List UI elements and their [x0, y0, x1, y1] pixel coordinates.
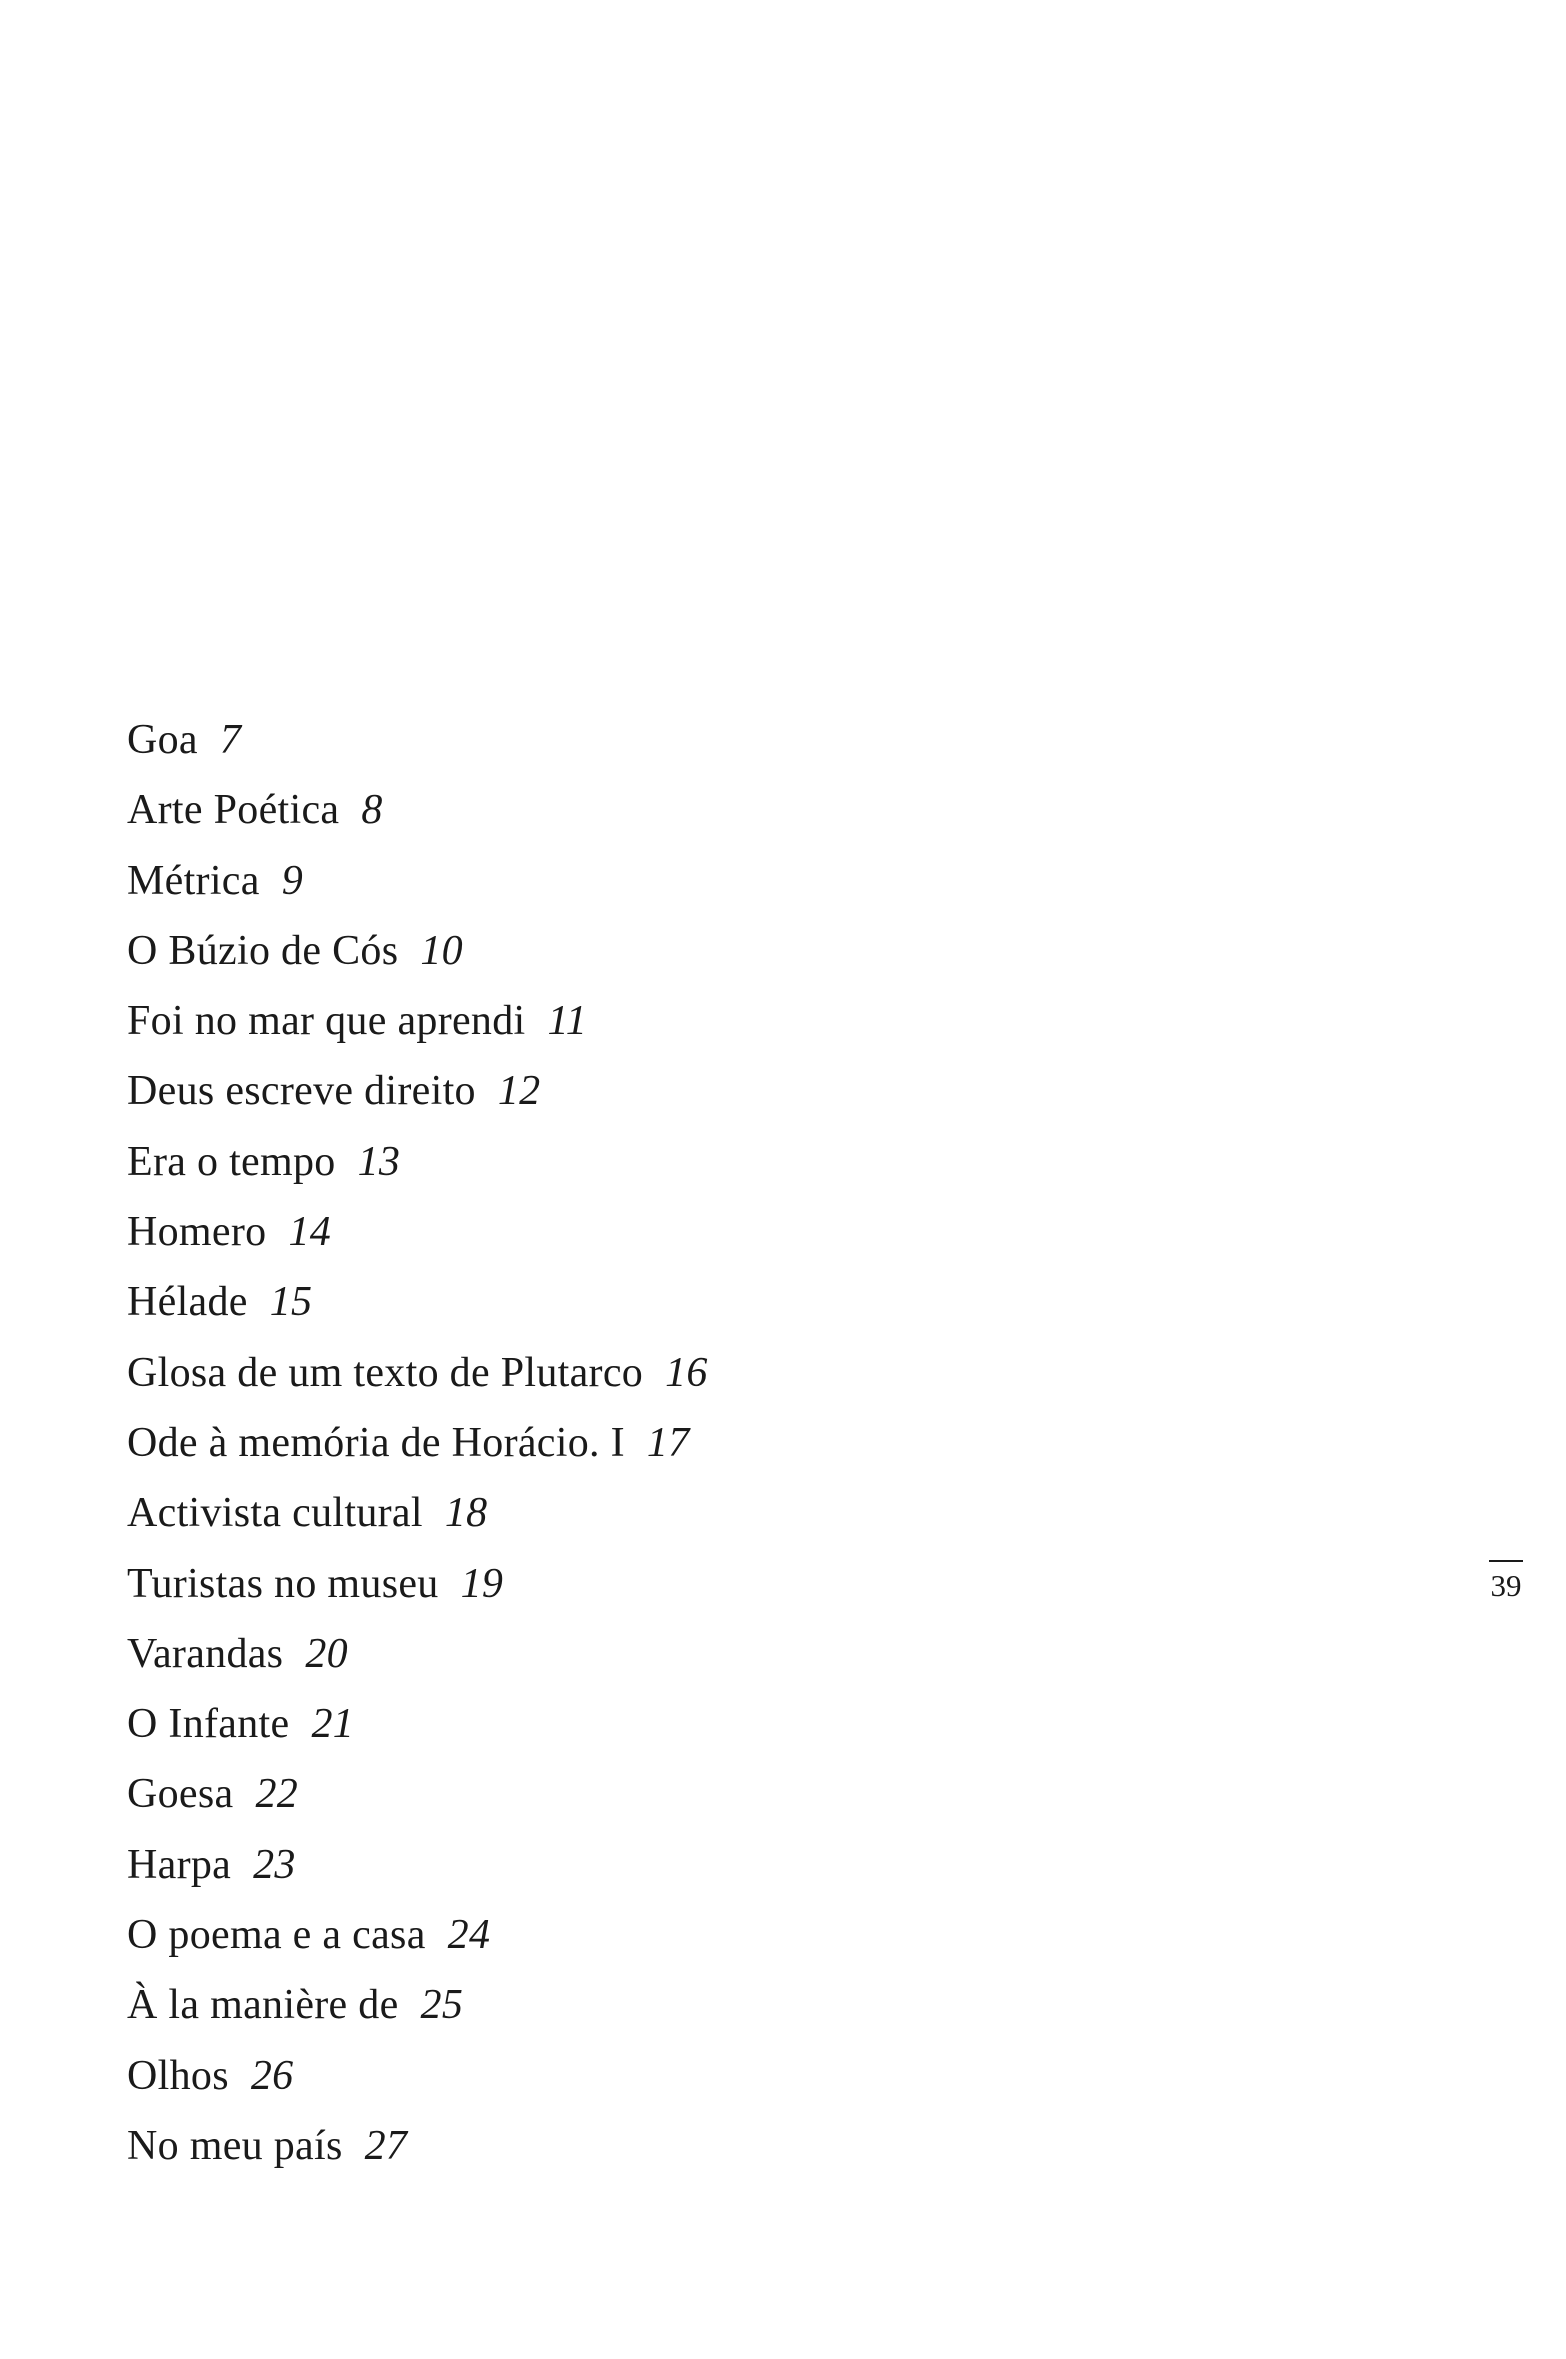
toc-entry-title: Ode à memória de Horácio. I — [127, 1419, 625, 1466]
toc-entry-page: 18 — [444, 1490, 488, 1537]
toc-entry — [127, 916, 708, 986]
toc-entry — [127, 1056, 708, 1126]
toc-entry-page: 12 — [497, 1068, 541, 1115]
toc-entry — [127, 2111, 708, 2181]
toc-entry-page: 23 — [253, 1841, 296, 1888]
toc-entry-title: Goa — [127, 717, 198, 763]
toc-entry-page: 15 — [269, 1279, 313, 1326]
toc-entry-page: 11 — [547, 998, 587, 1045]
toc-entry — [127, 1830, 708, 1900]
toc-entry-page: 25 — [420, 1982, 464, 2029]
toc-entry-title: Activista cultural — [127, 1490, 423, 1537]
toc-entry — [127, 1900, 708, 1970]
toc-entry — [127, 1197, 708, 1267]
toc-entry-title: Harpa — [127, 1841, 232, 1888]
toc-entry-title: Varandas — [127, 1630, 284, 1677]
toc-entry-page: 27 — [364, 2122, 408, 2169]
toc-entry-title: Era o tempo — [127, 1138, 336, 1185]
toc-entry — [127, 1338, 708, 1408]
toc-entry-title: Deus escreve direito — [127, 1068, 476, 1115]
toc-entry-title: Métrica — [127, 857, 260, 904]
toc-entry — [127, 2041, 708, 2111]
toc-entry-title: Arte Poética — [127, 787, 340, 834]
toc-entry-title: Foi no mar que aprendi — [127, 998, 526, 1045]
toc-entry-page: 13 — [357, 1138, 401, 1185]
toc-entry-page: 20 — [305, 1630, 348, 1677]
toc-entry — [127, 1689, 708, 1759]
toc-entry — [127, 986, 708, 1056]
toc-entry-page: 24 — [447, 1912, 491, 1959]
toc-entry — [127, 1970, 708, 2040]
toc-entry-title: O Infante — [127, 1701, 290, 1748]
toc-entry — [127, 1619, 708, 1689]
toc-entry — [127, 775, 708, 845]
toc-entry-title: No meu país — [127, 2122, 343, 2169]
toc-entry-page: 14 — [288, 1209, 332, 1256]
toc-entry — [127, 1127, 708, 1197]
toc-entry-page: 19 — [460, 1560, 504, 1607]
toc-entry — [127, 1759, 708, 1829]
toc-entry-title: Goesa — [127, 1771, 234, 1818]
toc-entry-title: Homero — [127, 1209, 267, 1256]
toc-entry-page: 17 — [646, 1419, 690, 1466]
toc-entry-title: Glosa de um texto de Plutarco — [127, 1349, 644, 1396]
toc-entry — [127, 846, 708, 916]
toc-entry-page: 8 — [361, 787, 383, 834]
toc-entry-page: 7 — [219, 717, 242, 763]
toc-entry-page: 22 — [255, 1771, 299, 1818]
toc-entry-title: O poema e a casa — [127, 1912, 426, 1959]
toc-entry-page: 10 — [420, 927, 463, 974]
page-number: 39 — [1490, 1568, 1522, 1603]
toc-entry — [127, 1408, 708, 1478]
toc-entry-title: Turistas no museu — [127, 1560, 439, 1607]
table-of-contents — [127, 705, 708, 2181]
toc-entry-title: Olhos — [127, 2052, 229, 2099]
page-folio — [1482, 1560, 1530, 1604]
toc-entry-page: 16 — [665, 1349, 708, 1396]
toc-entry-page: 9 — [281, 857, 304, 904]
folio-rule — [1489, 1560, 1523, 1562]
toc-entry — [127, 1267, 708, 1337]
toc-entry-page: 21 — [311, 1701, 355, 1748]
toc-entry-title: Hélade — [127, 1279, 248, 1326]
toc-entry-title: O Búzio de Cós — [127, 927, 399, 974]
toc-entry — [127, 1549, 708, 1619]
toc-entry — [127, 1478, 708, 1548]
toc-entry-page: 26 — [250, 2052, 294, 2099]
toc-entry-title: À la manière de — [127, 1982, 399, 2029]
toc-entry — [127, 705, 708, 775]
